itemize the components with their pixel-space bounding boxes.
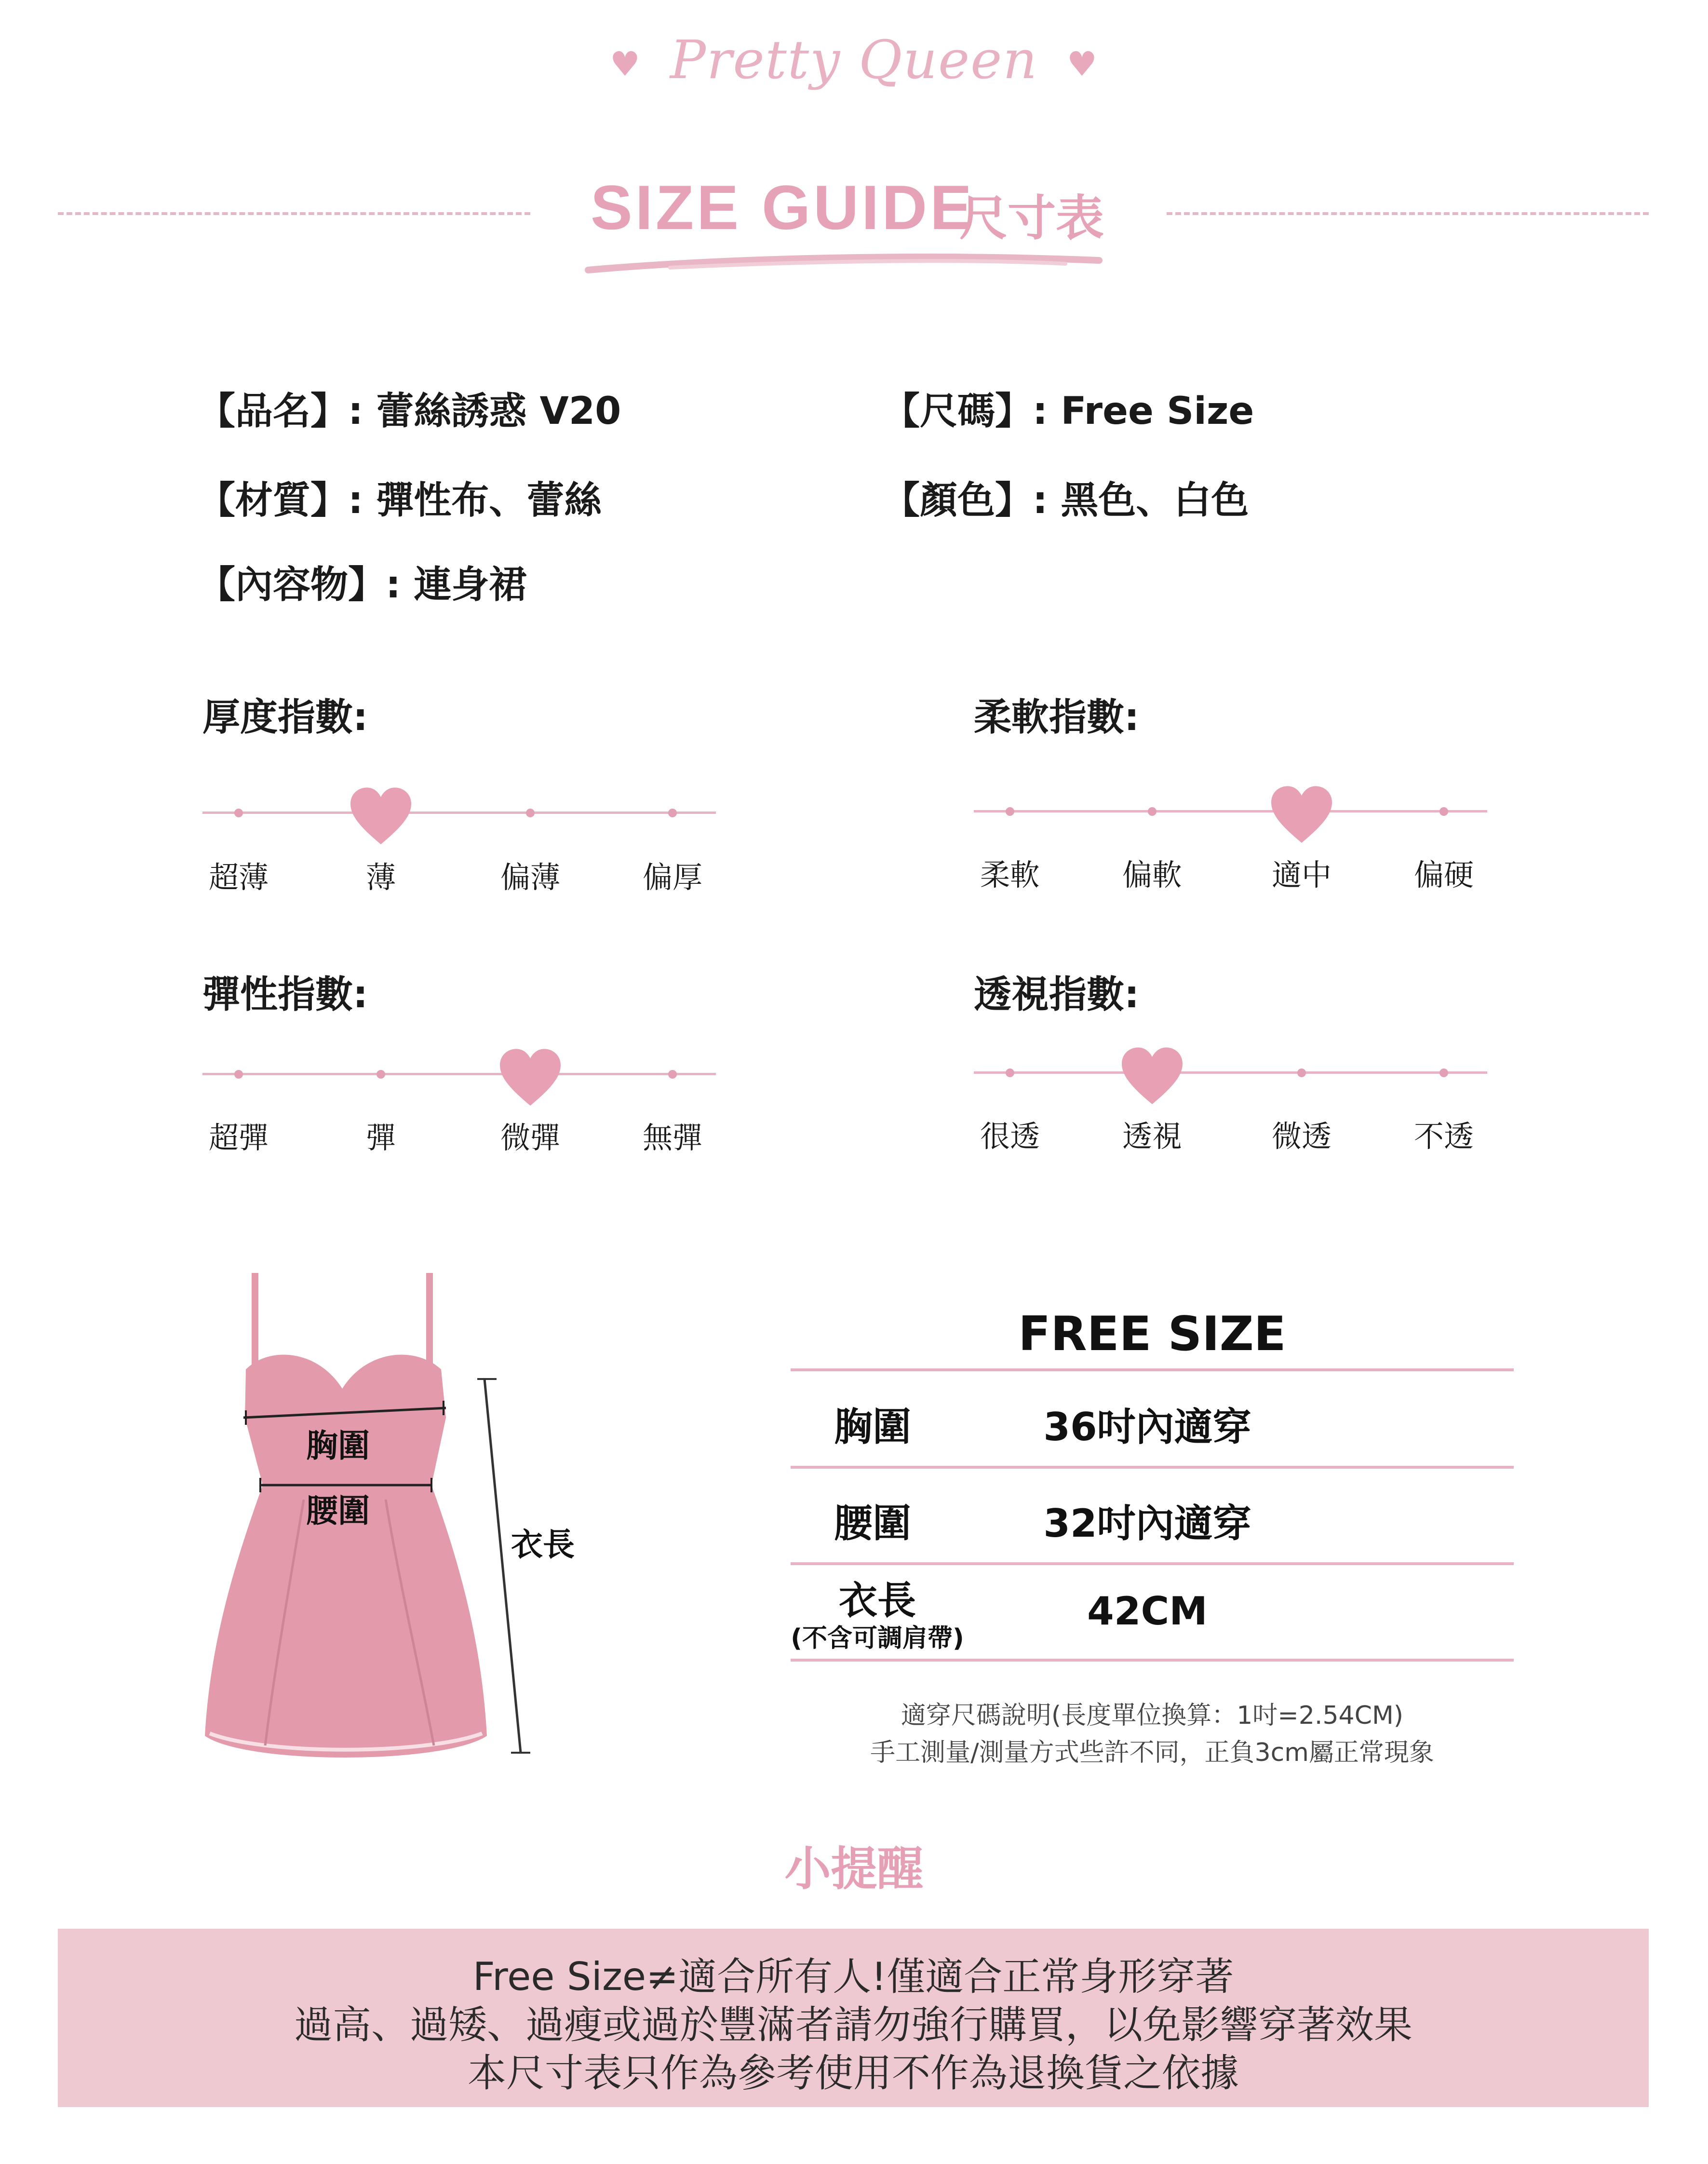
info-material: 【材質】: 彈性布、蕾絲 <box>198 479 602 522</box>
info-name: 【品名】: 蕾絲誘惑 V20 <box>198 390 621 433</box>
dress-label-bust: 胸圍 <box>306 1427 370 1464</box>
index-stop-label: 不透 <box>1413 1119 1474 1154</box>
index-stop-label: 薄 <box>365 860 396 895</box>
size-note: 手工測量/測量方式些許不同，正負3cm屬正常現象 <box>870 1738 1434 1767</box>
index-stop-dot <box>1148 807 1157 816</box>
index-track <box>974 810 1487 812</box>
index-stop-dot <box>668 1070 677 1079</box>
title-divider-left <box>58 212 530 215</box>
table-row-sublabel: (不含可調肩帶) <box>791 1624 964 1653</box>
index-stop-dot <box>668 809 677 817</box>
index-track <box>202 1073 716 1075</box>
index-stop-label: 無彈 <box>642 1120 702 1155</box>
index-stop-label: 很透 <box>980 1119 1040 1154</box>
index-title: 透視指數: <box>974 973 1140 1016</box>
index-stop-dot <box>234 1070 243 1079</box>
table-header: FREE SIZE <box>1018 1307 1286 1362</box>
table-row-value: 36吋內適穿 <box>1043 1405 1251 1449</box>
length-measure-line <box>477 1374 545 1760</box>
selected-heart-icon <box>347 784 415 851</box>
selected-heart-icon <box>1118 1043 1186 1111</box>
index-stop-dot <box>1439 807 1448 816</box>
info-color: 【顏色】: 黑色、白色 <box>882 479 1249 522</box>
table-row-label: 胸圍 <box>834 1405 911 1449</box>
heart-icon: ♥ <box>1067 44 1098 84</box>
dress-label-waist: 腰圍 <box>306 1492 370 1529</box>
index-stop-label: 偏厚 <box>642 860 702 895</box>
index-stop-label: 偏薄 <box>500 860 560 895</box>
reminder-line: 本尺寸表只作為參考使用不作為退換貨之依據 <box>468 2051 1239 2096</box>
index-stop-label: 超薄 <box>208 860 269 895</box>
table-divider <box>791 1368 1514 1371</box>
index-stop-label: 超彈 <box>208 1120 269 1155</box>
index-stop-label: 微透 <box>1271 1119 1331 1154</box>
selected-heart-icon <box>1268 782 1335 850</box>
info-size: 【尺碼】: Free Size <box>882 390 1254 433</box>
title-zh: 尺寸表 <box>959 190 1104 246</box>
index-stop-dot <box>526 809 535 817</box>
index-stop-label: 微彈 <box>500 1120 560 1155</box>
title-underline-brush <box>583 243 1104 277</box>
title-en: SIZE GUIDE <box>591 172 975 243</box>
table-divider <box>791 1659 1514 1662</box>
index-stop-dot <box>1006 807 1014 816</box>
index-title: 彈性指數: <box>202 973 368 1016</box>
index-track <box>202 812 716 814</box>
dress-label-length: 衣長 <box>511 1526 575 1563</box>
index-track <box>974 1071 1487 1074</box>
reminder-line: 過高、過矮、過瘦或過於豐滿者請勿強行購買，以免影響穿著效果 <box>294 2002 1412 2047</box>
heart-icon: ♥ <box>610 44 641 84</box>
index-title: 厚度指數: <box>202 696 368 739</box>
table-row-value: 32吋內適穿 <box>1043 1501 1251 1546</box>
table-divider <box>791 1562 1514 1565</box>
index-title: 柔軟指數: <box>974 696 1140 739</box>
index-stop-dot <box>377 1070 385 1079</box>
table-row-value: 42CM <box>1087 1589 1208 1634</box>
table-row-label: 腰圍 <box>834 1501 911 1546</box>
table-row-label: 衣長 <box>839 1578 916 1623</box>
size-note: 適穿尺碼說明(長度單位換算：1吋=2.54CM) <box>901 1701 1404 1730</box>
index-stop-label: 偏軟 <box>1122 857 1182 893</box>
index-stop-dot <box>234 809 243 817</box>
index-stop-label: 透視 <box>1122 1119 1182 1154</box>
index-stop-dot <box>1439 1068 1448 1077</box>
index-stop-label: 彈 <box>365 1120 396 1155</box>
title-divider-right <box>1167 212 1649 215</box>
reminder-line: Free Size≠適合所有人!僅適合正常身形穿著 <box>472 1954 1234 1999</box>
reminder-title: 小提醒 <box>784 1842 924 1896</box>
index-stop-label: 偏硬 <box>1413 857 1474 893</box>
selected-heart-icon <box>497 1045 564 1112</box>
brand-name: Pretty Queen <box>670 29 1038 91</box>
index-stop-label: 適中 <box>1271 857 1331 893</box>
index-stop-dot <box>1297 1068 1306 1077</box>
index-stop-label: 柔軟 <box>980 857 1040 893</box>
index-stop-dot <box>1006 1068 1014 1077</box>
table-divider <box>791 1466 1514 1469</box>
info-contents: 【內容物】: 連身裙 <box>198 563 527 607</box>
brand-logo <box>0 29 1708 91</box>
